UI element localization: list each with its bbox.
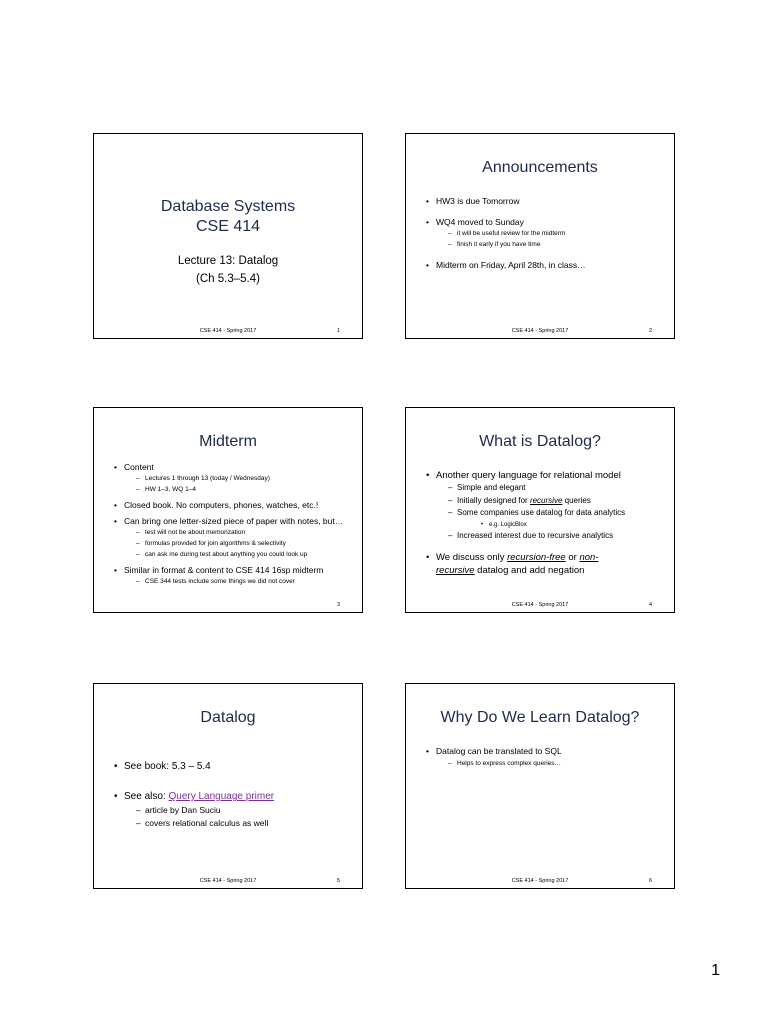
- slide-2-title: Announcements: [482, 159, 598, 176]
- bullet-item: [426, 195, 664, 207]
- bullet-item: [114, 760, 352, 774]
- emphasis-text: recursive: [529, 495, 563, 505]
- bullet-text: Similar in format & content to CSE 414 16sp midterm: [124, 565, 324, 575]
- sub-sub-item: • e.g. LogicBlox: [481, 520, 664, 530]
- bullet-text: Another query language for relational model: [436, 470, 621, 481]
- sub-item: – CSE 344 tests include some things we did not cover: [136, 576, 352, 587]
- bullet-text: Midterm on Friday, April 28th, in class…: [436, 260, 586, 270]
- bullet-item: [426, 216, 664, 250]
- slide-5: [93, 683, 363, 889]
- slide-number: 3: [336, 602, 340, 608]
- emphasis-text: recursion-free: [507, 552, 566, 563]
- sub-item: – article by Dan Suciu: [136, 804, 352, 817]
- bullet-text: See also:: [124, 791, 169, 802]
- bullet-list: [426, 745, 664, 770]
- sub-item: – formulas provided for join algorithms & selectivity: [136, 538, 352, 549]
- footer-text: CSE 414 - Spring 2017: [511, 602, 569, 608]
- slide-number: 5: [336, 878, 340, 884]
- footer-text: CSE 414 - Spring 2017: [511, 328, 569, 334]
- slide-5-title: Datalog: [200, 709, 256, 726]
- bullet-text: We discuss only: [436, 552, 508, 563]
- chapter-ref: (Ch 5.3–5.4): [196, 273, 260, 285]
- bullet-text: WQ4 moved to Sunday: [436, 217, 524, 227]
- slide-1-subtitle: [94, 252, 362, 288]
- bullet-text: or: [565, 552, 580, 563]
- bullet-list: [114, 461, 352, 591]
- bullet-text: Can bring one letter-sized piece of paper with notes, but…: [124, 516, 344, 526]
- bullet-text: Datalog can be translated to SQL: [436, 746, 562, 756]
- sub-item: – test will not be about memorization: [136, 527, 352, 538]
- sub-list: [436, 482, 664, 542]
- sub-text: Some companies use datalog for data analytics: [457, 508, 626, 517]
- bullet-item: [114, 564, 352, 587]
- sub-item: – Increased interest due to recursive analytics: [448, 530, 664, 543]
- bullet-list: [426, 195, 664, 280]
- sub-text: Initially designed for: [457, 495, 530, 505]
- sub-text: queries: [562, 495, 591, 505]
- sub-list: [124, 473, 352, 495]
- footer-text: CSE 414 - Spring 2017: [199, 328, 257, 334]
- slide-number: 2: [648, 328, 652, 334]
- bullet-item: [426, 745, 664, 770]
- emphasis-text: non-: [579, 552, 599, 563]
- bullet-text: HW3 is due Tomorrow: [436, 196, 520, 206]
- sub-item: [448, 507, 664, 530]
- slide-3: [93, 407, 363, 613]
- sub-item: – covers relational calculus as well: [136, 817, 352, 830]
- bullet-list: [426, 469, 664, 586]
- bullet-item: [114, 790, 352, 830]
- sub-item: – can ask me during test about anything you could look up: [136, 549, 352, 560]
- bullet-text: See book: 5.3 – 5.4: [124, 761, 211, 772]
- emphasis-text: recursive: [436, 565, 475, 576]
- sub-list: [436, 757, 664, 770]
- bullet-item: [426, 259, 664, 271]
- bullet-item: [426, 469, 664, 542]
- slide-6-title: Why Do We Learn Datalog?: [440, 709, 640, 726]
- lecture-title: Lecture 13: Datalog: [177, 255, 279, 267]
- sub-item: – HW 1–3, WQ 1–4: [136, 484, 352, 495]
- sub-item: – it will be useful review for the midterm: [448, 228, 664, 239]
- bullet-list: [114, 760, 352, 846]
- slide-4: [405, 407, 675, 613]
- query-language-primer-link[interactable]: Query Language primer: [168, 791, 275, 802]
- bullet-text: datalog and add negation: [474, 565, 585, 576]
- bullet-item: [114, 515, 352, 560]
- slide-3-title: Midterm: [199, 433, 257, 450]
- slide-6: [405, 683, 675, 889]
- sub-list: [124, 527, 352, 560]
- slide-4-title: What is Datalog?: [479, 433, 601, 450]
- sub-list: [436, 228, 664, 250]
- bullet-text: Closed book. No computers, phones, watches, etc.!: [124, 500, 319, 510]
- course-name: Database Systems: [160, 198, 296, 215]
- sub-item: [448, 495, 664, 508]
- slide-number: 4: [648, 602, 652, 608]
- footer-text: CSE 414 - Spring 2017: [199, 878, 257, 884]
- footer-text: CSE 414 - Spring 2017: [511, 878, 569, 884]
- slide-number: 1: [336, 328, 340, 334]
- bullet-item: [114, 461, 352, 495]
- bullet-item: [426, 551, 664, 577]
- slide-1: [93, 133, 363, 339]
- sub-sub-list: [457, 520, 664, 530]
- course-code: CSE 414: [195, 218, 261, 235]
- sub-list: [124, 804, 352, 830]
- slide-2: [405, 133, 675, 339]
- sub-item: – Simple and elegant: [448, 482, 664, 495]
- sub-item: – finish it early if you have time: [448, 239, 664, 250]
- bullet-text: Content: [124, 462, 154, 472]
- page-number: 1: [711, 962, 720, 979]
- bullet-item: [114, 499, 352, 511]
- sub-list: [124, 576, 352, 587]
- sub-item: – Lectures 1 through 13 (today / Wednesday): [136, 473, 352, 484]
- sub-item: – Helps to express complex queries…: [448, 757, 664, 770]
- slide-number: 6: [648, 878, 652, 884]
- slide-1-title: [94, 197, 362, 237]
